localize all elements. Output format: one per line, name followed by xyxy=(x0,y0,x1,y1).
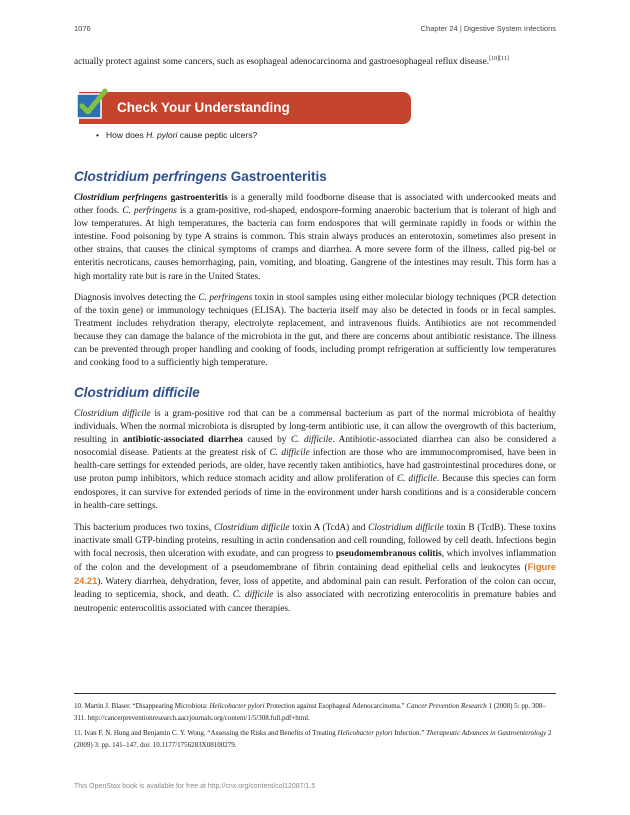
intro-paragraph: actually protect against some cancers, such as esophageal adenocarcinoma and gastroesophageal reflux disease.[10][11] xyxy=(74,55,509,67)
section-title-difficile: Clostridium difficile xyxy=(74,385,200,400)
section-title-perfringens: Clostridium perfringens Gastroenteritis xyxy=(74,169,327,184)
page-footer: This OpenStax book is available for free at http://cnx.org/content/col12087/1.5 xyxy=(74,783,316,790)
check-understanding-list: • How does H. pylori cause peptic ulcers? xyxy=(96,130,258,140)
citation-11[interactable]: [11] xyxy=(499,55,509,62)
footnote-11: 11. Ivan F. N. Hung and Benjamin C. Y. Wong. “Assessing the Risks and Benefits of Treating Helicobacter pylori Infection.” Therapeutic Advances in Gastroenterology 2 (2009) 3: pp. 141–147. doi: 10.1177/1756283X08100279. xyxy=(74,729,552,749)
figure-link[interactable]: Figure 24.21 xyxy=(74,562,556,587)
footnote-10: 10. Martin J. Blaser. “Disappearing Microbiota: Helicobacter pylori Protection against Esophageal Adenocarcinoma.” Cancer Prevention Research 1 (2008) 5: pp. 308–311. http://cancerpreventionresearch.aacrjournals.org/content/1/5/308.full.pdf+html. xyxy=(74,702,546,722)
perfringens-paragraph-1: Clostridium perfringens gastroenteritis is a generally mild foodborne disease that is associated with undercooked meats and other foods. C. perfringens is a gram-positive, rod-shaped, endospore-forming anaerobic bacterium that is tolerant of high and low temperatures. At high temperatures, the bacteria can form endospores that will germinate rapidly in foods or within the intestine. Food poisoning by type A strains is common. This strain always produces an enterotoxin, sometimes also present in other strains, that causes the clinical symptoms of cramps and diarrhea. A more severe form of the illness, called pig-bel or enteritis necroticans, causes hemorrhaging, pain, vomiting, and bloating. Gangrene of the intestines may result. This form has a high mortality rate but is rare in the United States. xyxy=(74,193,557,282)
difficile-paragraph-2: This bacterium produces two toxins, Clostridium difficile toxin A (TcdA) and Clostridium difficile toxin B (TcdB). These toxins inactivate small GTP-binding proteins, resulting in actin condensation and cell rounding, followed by cell death. Infections begin with focal necrosis, then ulceration with exudate, and can progress to pseudomembranous colitis, which involves inflammation of the colon and the development of a pseudomembrane of fibrin containing dead epithelial cells and leukocytes (Figure 24.21). Watery diarrhea, dehydration, fever, loss of appetite, and abdominal pain can result. Perforation of the colon can occur, leading to septicemia, shock, and death. C. difficile is also associated with necrotizing enterocolitis in premature babies and neutropenic enterocolitis associated with cancer therapies. xyxy=(74,523,557,614)
checkmark-box-icon xyxy=(74,87,108,121)
footnotes xyxy=(74,701,556,755)
check-understanding-title: Check Your Understanding xyxy=(117,100,290,115)
difficile-paragraph-1: Clostridium difficile is a gram-positive rod that can be a commensal bacterium as part of the normal microbiota of healthy individuals. When the normal microbiota is disrupted by long-term antibiotic use, it can allow the overgrowth of this bacterium, resulting in antibiotic-associated diarrhea caused by C. difficile. Antibiotic-associated diarrhea can also be considered a nosocomial disease. Patients at the greatest risk of C. difficile infection are those who are immunocompromised, have been in health-care settings for extended periods, are older, have recently taken antibiotics, have had gastrointestinal procedures done, or use proton pump inhibitors, which reduce stomach acidity and allow proliferation of C. difficile. Because this species can form endospores, it can survive for extended periods of time in the environment under harsh conditions and is a considerable concern in health-care settings. xyxy=(74,409,557,511)
footnote-divider xyxy=(74,693,556,694)
page-number: 1076 xyxy=(74,24,91,33)
question-item: How does H. pylori cause peptic ulcers? xyxy=(105,130,258,140)
perfringens-paragraph-2: Diagnosis involves detecting the C. perfringens toxin in stool samples using either molecular biology techniques (PCR detection of the toxin gene) or immunology techniques (ELISA). The bacteria itself may also be detected in foods or in fecal samples. Treatment includes rehydration therapy, electrolyte replacement, and intravenous fluids. Antibiotics are not recommended because they can damage the balance of the microbiota in the gut, and there are concerns about antibiotic resistance. The illness can be prevented through proper handling and cooking of foods, including prompt refrigeration at sufficiently low temperatures and cooking food to a sufficiently high temperature. xyxy=(74,293,557,369)
check-understanding-banner xyxy=(79,92,411,124)
key-term-pseudomembranous-colitis: pseudomembranous colitis xyxy=(335,549,442,560)
key-term-antibiotic-associated-diarrhea: antibiotic-associated diarrhea xyxy=(122,435,243,446)
chapter-title: Chapter 24 | Digestive System Infections xyxy=(420,24,556,33)
citation-10[interactable]: [10] xyxy=(489,55,500,62)
